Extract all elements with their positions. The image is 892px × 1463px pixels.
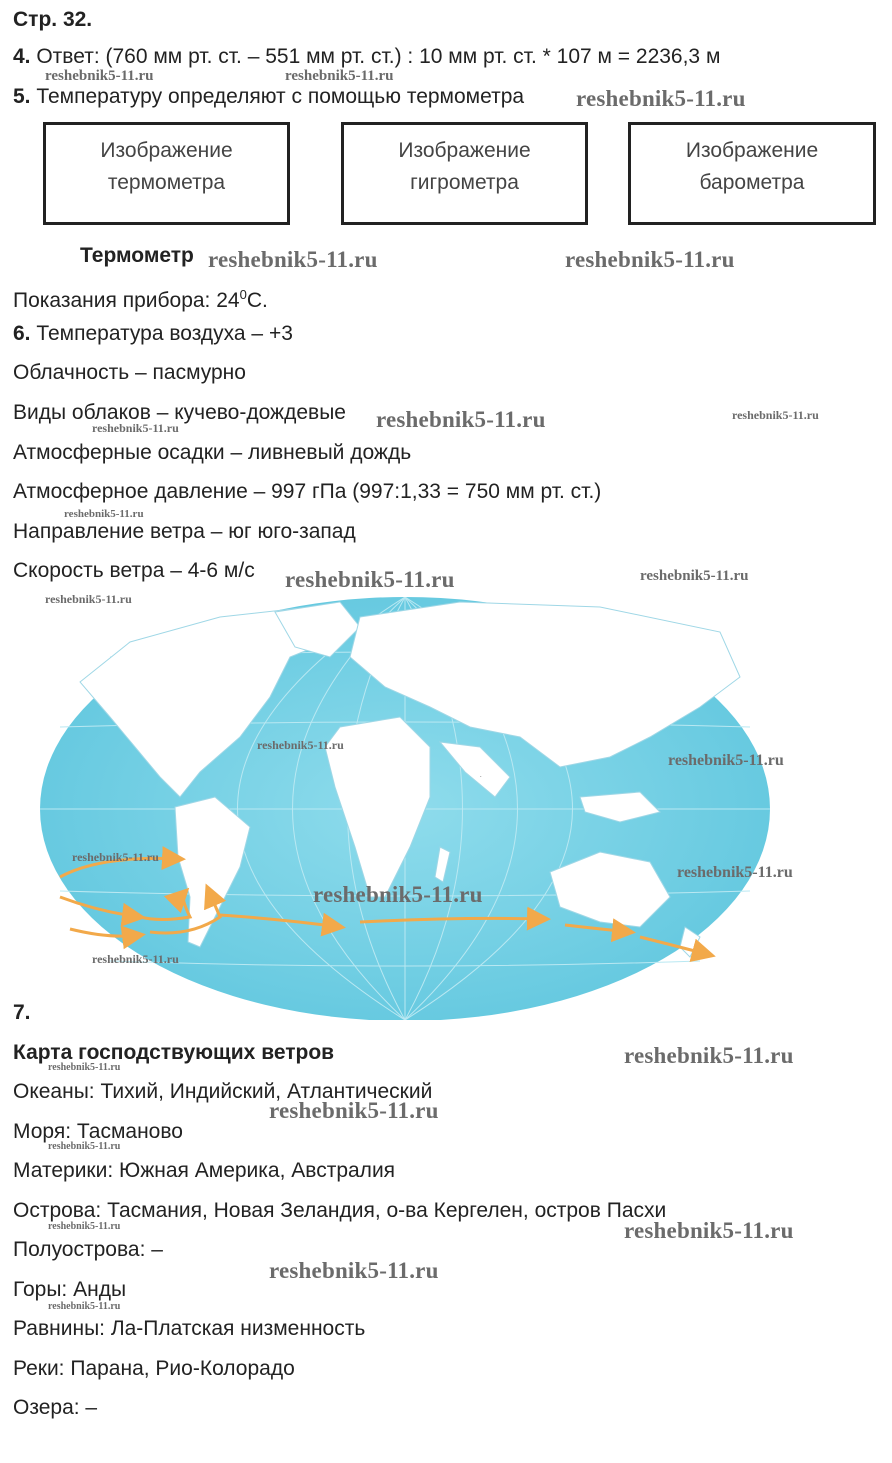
watermark: reshebnik5-11.ru bbox=[576, 86, 746, 111]
question-6 bbox=[13, 322, 293, 346]
watermark: reshebnik5-11.ru bbox=[624, 1218, 794, 1243]
watermark: reshebnik5-11.ru bbox=[565, 247, 735, 272]
box-line1: Изображение bbox=[100, 139, 233, 162]
watermark: reshebnik5-11.ru bbox=[48, 1141, 121, 1152]
question-5 bbox=[13, 85, 524, 109]
watermark: reshebnik5-11.ru bbox=[48, 1062, 121, 1073]
question-5-number: 5. bbox=[13, 85, 31, 108]
reading-degree: 0 bbox=[239, 287, 247, 302]
question-6-number: 6. bbox=[13, 322, 31, 345]
reading-prefix: Показания прибора: 24 bbox=[13, 289, 240, 312]
q7-line: Равнины: Ла-Платская низменность bbox=[13, 1317, 366, 1340]
watermark: reshebnik5-11.ru bbox=[92, 952, 179, 966]
q7-line: Материки: Южная Америка, Австралия bbox=[13, 1159, 396, 1182]
barometer-image-box bbox=[628, 122, 876, 225]
thermometer-heading: Термометр bbox=[80, 244, 194, 267]
watermark: reshebnik5-11.ru bbox=[45, 68, 154, 84]
watermark: reshebnik5-11.ru bbox=[92, 421, 179, 435]
map-dot: . bbox=[480, 773, 482, 779]
thermometer-image-box bbox=[43, 122, 290, 225]
question-4-number: 4. bbox=[13, 45, 31, 68]
q7-line: Полуострова: – bbox=[13, 1238, 163, 1261]
watermark: reshebnik5-11.ru bbox=[285, 68, 394, 84]
watermark: reshebnik5-11.ru bbox=[257, 738, 344, 752]
watermark: reshebnik5-11.ru bbox=[269, 1098, 439, 1123]
question-5-text: Температуру определяют с помощью термометра bbox=[30, 85, 525, 108]
q7-line: Озера: – bbox=[13, 1396, 98, 1419]
hygrometer-image-box bbox=[341, 122, 588, 225]
page-label: Стр. 32. bbox=[13, 8, 93, 31]
question-7-number: 7. bbox=[13, 1001, 31, 1024]
watermark: reshebnik5-11.ru bbox=[72, 850, 159, 864]
box-line2: гигрометра bbox=[410, 171, 519, 194]
question-4-text: Ответ: (760 мм рт. ст. – 551 мм рт. ст.) : 10 мм рт. ст. * 107 м = 2236,3 м bbox=[30, 45, 721, 68]
reading-suffix: С. bbox=[246, 289, 268, 312]
watermark: reshebnik5-11.ru bbox=[668, 752, 784, 769]
watermark: reshebnik5-11.ru bbox=[45, 592, 132, 606]
q7-line: Реки: Парана, Рио-Колорадо bbox=[13, 1357, 295, 1380]
q6-line: Скорость ветра – 4-6 м/с bbox=[13, 559, 255, 582]
q6-line: Атмосферные осадки – ливневый дождь bbox=[13, 441, 412, 464]
box-line2: термометра bbox=[107, 171, 226, 194]
device-reading bbox=[13, 283, 268, 313]
q6-line: Направление ветра – юг юго-запад bbox=[13, 520, 356, 543]
watermark: reshebnik5-11.ru bbox=[269, 1258, 439, 1283]
question-7-heading: Карта господствующих ветров bbox=[13, 1041, 335, 1064]
watermark: reshebnik5-11.ru bbox=[313, 882, 483, 907]
watermark: reshebnik5-11.ru bbox=[48, 1221, 121, 1232]
watermark: reshebnik5-11.ru bbox=[677, 864, 793, 881]
watermark: reshebnik5-11.ru bbox=[624, 1043, 794, 1068]
q7-line: Океаны: Тихий, Индийский, Атлантический bbox=[13, 1080, 433, 1103]
watermark: reshebnik5-11.ru bbox=[640, 568, 749, 584]
watermark: reshebnik5-11.ru bbox=[732, 408, 819, 422]
q6-line: Атмосферное давление – 997 гПа (997:1,33 = 750 мм рт. ст.) bbox=[13, 480, 602, 503]
q7-line: Моря: Тасманово bbox=[13, 1120, 183, 1143]
question-4 bbox=[13, 45, 720, 69]
watermark: reshebnik5-11.ru bbox=[64, 508, 144, 520]
box-line1: Изображение bbox=[398, 139, 531, 162]
q6-line: Виды облаков – кучево-дождевые bbox=[13, 401, 346, 424]
q6-line: Облачность – пасмурно bbox=[13, 361, 246, 384]
watermark: reshebnik5-11.ru bbox=[376, 407, 546, 432]
watermark: reshebnik5-11.ru bbox=[208, 247, 378, 272]
box-line1: Изображение bbox=[685, 139, 819, 162]
q7-line: Острова: Тасмания, Новая Зеландия, о-ва Кергелен, остров Пасхи bbox=[13, 1199, 667, 1222]
q7-line: Горы: Анды bbox=[13, 1278, 127, 1301]
question-6-first-line: Температура воздуха – +3 bbox=[30, 322, 293, 345]
watermark: reshebnik5-11.ru bbox=[285, 567, 455, 592]
box-line2: барометра bbox=[699, 171, 805, 194]
watermark: reshebnik5-11.ru bbox=[48, 1301, 121, 1312]
